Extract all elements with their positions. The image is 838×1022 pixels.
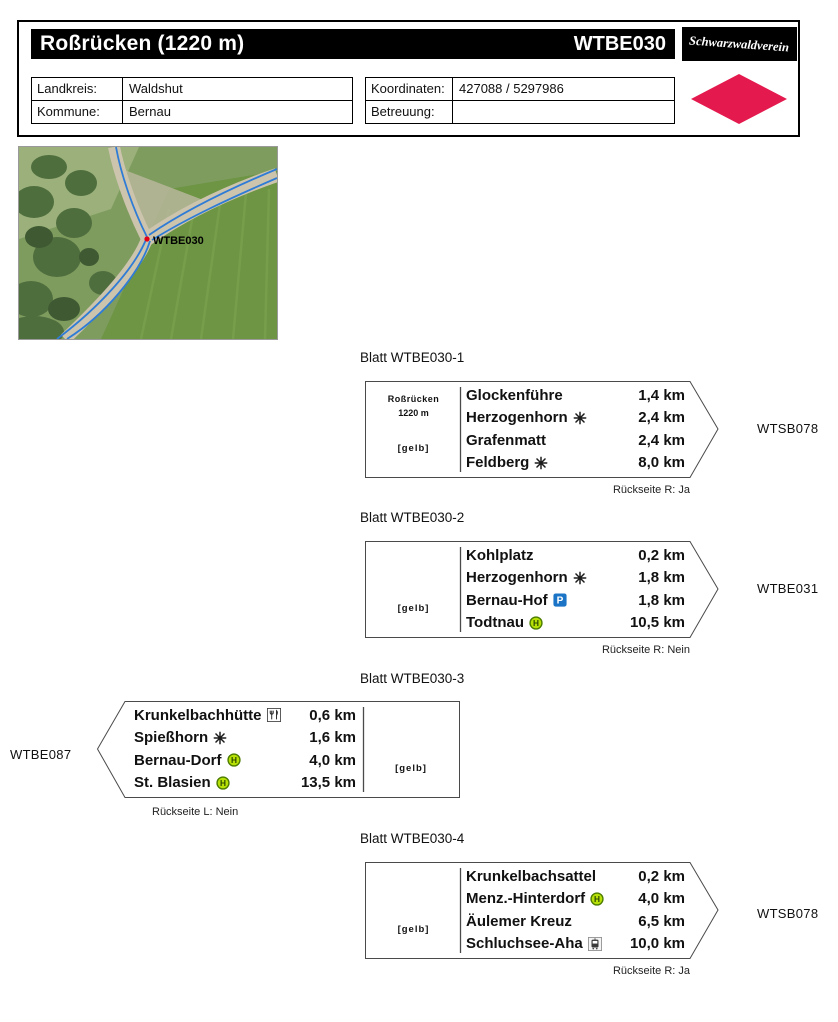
back-note-1: Rückseite R: Ja (612, 484, 690, 496)
aerial-photo (18, 146, 278, 340)
snowflake-icon (573, 571, 587, 585)
destination-row (466, 569, 685, 586)
destination-name: Krunkelbachhütte (134, 706, 262, 724)
blatt-heading-1: Blatt WTBE030-1 (360, 350, 465, 365)
destination-name: Krunkelbachsattel (466, 867, 597, 885)
back-note-3: Rückseite L: Nein (152, 806, 239, 818)
destination-distance: 8,0 km (638, 454, 685, 472)
parking-icon (553, 593, 567, 607)
destination-name: St. Blasien (134, 774, 211, 792)
sheet-code: WTBE030 (573, 32, 666, 55)
destination-row (466, 868, 685, 885)
destination-row (466, 454, 685, 471)
koordinaten-label: Koordinaten: (366, 78, 453, 100)
row-icon (539, 548, 553, 562)
snowflake-icon (213, 731, 227, 745)
destination-row (466, 592, 685, 609)
destination-row (134, 707, 356, 724)
bus-stop-icon (227, 753, 241, 767)
destination-row (466, 547, 685, 564)
bus-stop-icon (529, 616, 543, 630)
row-icon (551, 433, 565, 447)
bus-stop-icon (216, 776, 230, 790)
destination-name: Todtnau (466, 614, 525, 632)
destination-distance: 1,4 km (638, 386, 685, 404)
diamond-logo-icon (691, 74, 787, 124)
neighbor-code-1: WTSB078 (757, 421, 819, 436)
logo-text: Schwarzwaldverein (689, 33, 790, 54)
sign-plate-3 (97, 701, 460, 798)
train-icon (588, 937, 602, 951)
row-icon (577, 914, 591, 928)
destination-name: Herzogenhorn (466, 409, 568, 427)
destination-distance: 6,5 km (638, 912, 685, 930)
table-row (32, 101, 352, 123)
photo-marker-label: WTBE030 (153, 235, 204, 247)
destination-distance: 1,8 km (638, 569, 685, 587)
destination-list (134, 704, 356, 794)
row-icon (601, 869, 615, 883)
sign-plate-1 (365, 381, 728, 478)
destination-row (134, 729, 356, 746)
destination-name: Feldberg (466, 454, 530, 472)
destination-name: Bernau-Hof (466, 591, 548, 609)
destination-name: Grafenmatt (466, 431, 547, 449)
destination-distance: 1,6 km (309, 729, 356, 747)
snowflake-icon (573, 411, 587, 425)
destination-name: Menz.-Hinterdorf (466, 890, 586, 908)
neighbor-code-3: WTBE087 (10, 747, 72, 762)
sign-plate-4 (365, 862, 728, 959)
neighbor-code-2: WTBE031 (757, 581, 819, 596)
destination-distance: 13,5 km (300, 774, 356, 792)
betreuung-value (453, 101, 674, 123)
destination-name: Herzogenhorn (466, 569, 568, 587)
landkreis-value: Waldshut (129, 81, 183, 96)
destination-distance: 0,2 km (638, 546, 685, 564)
back-note-2: Rückseite R: Nein (601, 644, 690, 656)
betreuung-label: Betreuung: (366, 101, 453, 123)
destination-distance: 4,0 km (309, 751, 356, 769)
destination-name: Bernau-Dorf (134, 751, 222, 769)
koordinaten-value: 427088 / 5297986 (459, 81, 564, 96)
destination-row (134, 774, 356, 791)
restaurant-icon (267, 708, 281, 722)
panel-elevation: 1220 m (398, 408, 429, 418)
header-box (17, 20, 800, 137)
destination-row (466, 387, 685, 404)
kommune-value: Bernau (129, 104, 171, 119)
schwarzwaldverein-logo (682, 27, 797, 61)
destination-name: Spießhorn (134, 729, 209, 747)
blatt-heading-3: Blatt WTBE030-3 (360, 671, 465, 686)
destination-distance: 0,6 km (309, 706, 356, 724)
panel-color-code: [gelb] (395, 763, 427, 774)
blatt-heading-4: Blatt WTBE030-4 (360, 831, 465, 846)
destination-distance: 4,0 km (638, 890, 685, 908)
blatt-heading-2: Blatt WTBE030-2 (360, 510, 465, 525)
destination-distance: 0,2 km (638, 867, 685, 885)
panel-title: Roßrücken (387, 394, 440, 404)
bus-stop-icon (590, 892, 604, 906)
panel-color-code: [gelb] (397, 443, 430, 454)
sign-panel (367, 864, 460, 956)
info-table-left (31, 77, 353, 124)
page-title: Roßrücken (1220 m) (40, 32, 245, 55)
back-note-4: Rückseite R: Ja (612, 965, 690, 977)
snowflake-icon (534, 456, 548, 470)
destination-row (466, 890, 685, 907)
sign-panel (364, 703, 458, 795)
panel-color-code: [gelb] (397, 924, 430, 935)
sign-plate-2 (365, 541, 728, 638)
destination-distance: 10,5 km (629, 614, 685, 632)
destination-row (466, 409, 685, 426)
destination-name: Schluchsee-Aha (466, 935, 583, 953)
info-table-right (365, 77, 675, 124)
destination-row (466, 935, 685, 952)
destination-distance: 10,0 km (629, 935, 685, 953)
destination-list (466, 544, 685, 634)
destination-row (466, 432, 685, 449)
destination-distance: 2,4 km (638, 431, 685, 449)
destination-row (466, 614, 685, 631)
table-row (366, 101, 674, 123)
destination-name: Äulemer Kreuz (466, 912, 572, 930)
destination-list (466, 865, 685, 955)
destination-row (466, 913, 685, 930)
destination-row (134, 752, 356, 769)
kommune-label: Kommune: (32, 101, 123, 123)
destination-distance: 1,8 km (638, 591, 685, 609)
table-row (366, 78, 674, 101)
destination-list (466, 384, 685, 474)
sign-panel (367, 383, 460, 475)
destination-name: Glockenführe (466, 386, 563, 404)
landkreis-label: Landkreis: (32, 78, 123, 100)
title-bar (31, 29, 675, 59)
sign-panel (367, 543, 460, 635)
destination-name: Kohlplatz (466, 546, 534, 564)
destination-distance: 2,4 km (638, 409, 685, 427)
snowflake-icon (568, 388, 582, 402)
map-marker-dot (144, 236, 149, 241)
neighbor-code-4: WTSB078 (757, 906, 819, 921)
table-row (32, 78, 352, 101)
panel-color-code: [gelb] (397, 603, 430, 614)
